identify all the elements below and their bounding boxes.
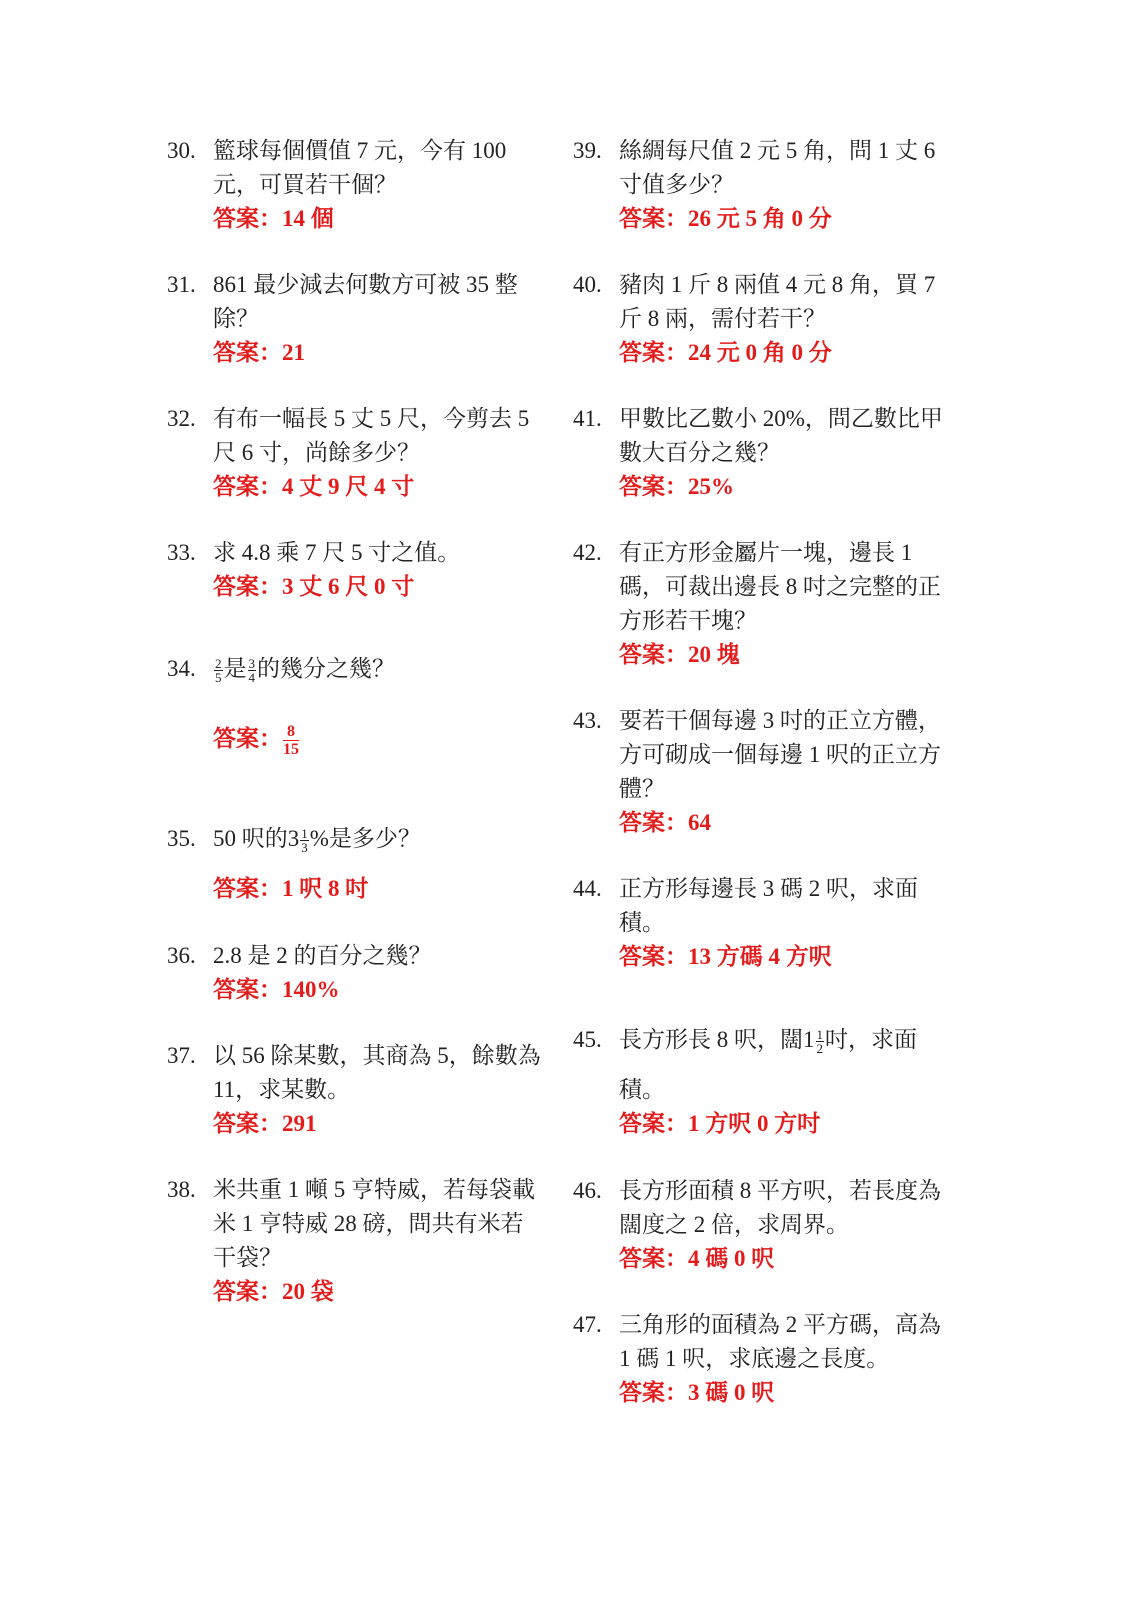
question-text: 求 4.8 乘 7 尺 5 寸之值。 bbox=[213, 540, 461, 565]
answer: 答案： $\frac{8}{15}$ bbox=[213, 723, 299, 759]
question-text: 除？ bbox=[213, 306, 259, 331]
question-text: 50 呎的3 $\frac{1}{3}$ %是多少？ bbox=[213, 826, 421, 856]
answer: 答案：20 塊 bbox=[619, 642, 740, 667]
question-text: 861 最少減去何數方可被 35 整 bbox=[213, 272, 518, 297]
question-text: 三角形的面積為 2 平方碼，高為 bbox=[619, 1312, 941, 1337]
question-text: 碼，可裁出邊長 8 吋之完整的正 bbox=[619, 574, 941, 599]
question-text: 以 56 除某數，其商為 5，餘數為 bbox=[213, 1043, 541, 1068]
question-text: 有正方形金屬片一塊，邊長 1 bbox=[619, 540, 913, 565]
question-text: 干袋？ bbox=[213, 1245, 282, 1270]
question-text: 長方形面積 8 平方呎，若長度為 bbox=[619, 1178, 941, 1203]
answer: 答案：291 bbox=[213, 1111, 317, 1136]
answer: 答案：4 丈 9 尺 4 寸 bbox=[213, 474, 415, 499]
fraction: $\frac{1}{3}$ bbox=[301, 826, 308, 856]
question-text: 有布一幅長 5 丈 5 尺，今剪去 5 bbox=[213, 406, 530, 431]
answer: 答案：140% bbox=[213, 977, 340, 1002]
question-text: 甲數比乙數小 20%，問乙數比甲 bbox=[619, 406, 943, 431]
question-text: 1 碼 1 呎，求底邊之長度。 bbox=[619, 1346, 890, 1371]
answer: 答案：4 碼 0 呎 bbox=[619, 1246, 775, 1271]
answer: 答案：25% bbox=[619, 474, 734, 499]
question-text: 2.8 是 2 的百分之幾？ bbox=[213, 943, 432, 968]
question-text: 元，可買若干個？ bbox=[213, 172, 397, 197]
answer: 答案：64 bbox=[619, 810, 711, 835]
answer: 答案：20 袋 bbox=[213, 1279, 334, 1304]
fraction: $\frac{2}{5}$ bbox=[215, 656, 222, 686]
answer: 答案：3 碼 0 呎 bbox=[619, 1380, 775, 1405]
question-text: 絲綢每尺值 2 元 5 角，問 1 丈 6 bbox=[619, 138, 936, 163]
question-text: 米 1 亨特威 28 磅，問共有米若 bbox=[213, 1211, 524, 1236]
fraction: $\frac{1}{2}$ bbox=[816, 1027, 823, 1057]
question-text: 籃球每個價值 7 元，今有 100 bbox=[213, 138, 507, 163]
answer: 答案：1 方呎 0 方吋 bbox=[619, 1111, 821, 1136]
answer-fraction: $\frac{8}{15}$ bbox=[283, 723, 299, 759]
question-text: 正方形每邊長 3 碼 2 呎，求面 bbox=[619, 876, 918, 901]
question-text: 豬肉 1 斤 8 兩值 4 元 8 角，買 7 bbox=[619, 272, 936, 297]
question-text: 長方形長 8 呎，闊1 $\frac{1}{2}$ 吋，求面 bbox=[619, 1027, 917, 1057]
question-text: 要若干個每邊 3 吋的正立方體， bbox=[619, 708, 941, 733]
answer: 答案：13 方碼 4 方呎 bbox=[619, 944, 832, 969]
question-text: 11，求某數。 bbox=[213, 1077, 351, 1102]
answer: 答案：14 個 bbox=[213, 206, 334, 231]
question-text: $\frac{2}{5}$ 是 $\frac{3}{4}$ 的幾分之幾？ bbox=[215, 656, 395, 686]
question-text: 方可砌成一個每邊 1 呎的正立方 bbox=[619, 742, 941, 767]
answer: 答案：24 元 0 角 0 分 bbox=[619, 340, 832, 365]
question-text: 積。 bbox=[619, 1077, 665, 1102]
question-text: 斤 8 兩，需付若干？ bbox=[619, 306, 826, 331]
question-text: 米共重 1 噸 5 亨特威，若每袋載 bbox=[213, 1177, 535, 1202]
answer: 答案：3 丈 6 尺 0 寸 bbox=[213, 574, 415, 599]
question-text: 尺 6 寸，尚餘多少？ bbox=[213, 440, 420, 465]
question-text: 方形若干塊？ bbox=[619, 608, 757, 633]
answer: 答案：26 元 5 角 0 分 bbox=[619, 206, 832, 231]
question-text: 數大百分之幾？ bbox=[619, 440, 780, 465]
answer: 答案：1 呎 8 吋 bbox=[213, 876, 369, 901]
question-text: 體？ bbox=[619, 776, 665, 801]
answer: 答案：21 bbox=[213, 340, 305, 365]
fraction: $\frac{3}{4}$ bbox=[248, 656, 255, 686]
question-text: 寸值多少？ bbox=[619, 172, 734, 197]
question-text: 積。 bbox=[619, 910, 665, 935]
question-text: 闊度之 2 倍，求周界。 bbox=[619, 1212, 849, 1237]
